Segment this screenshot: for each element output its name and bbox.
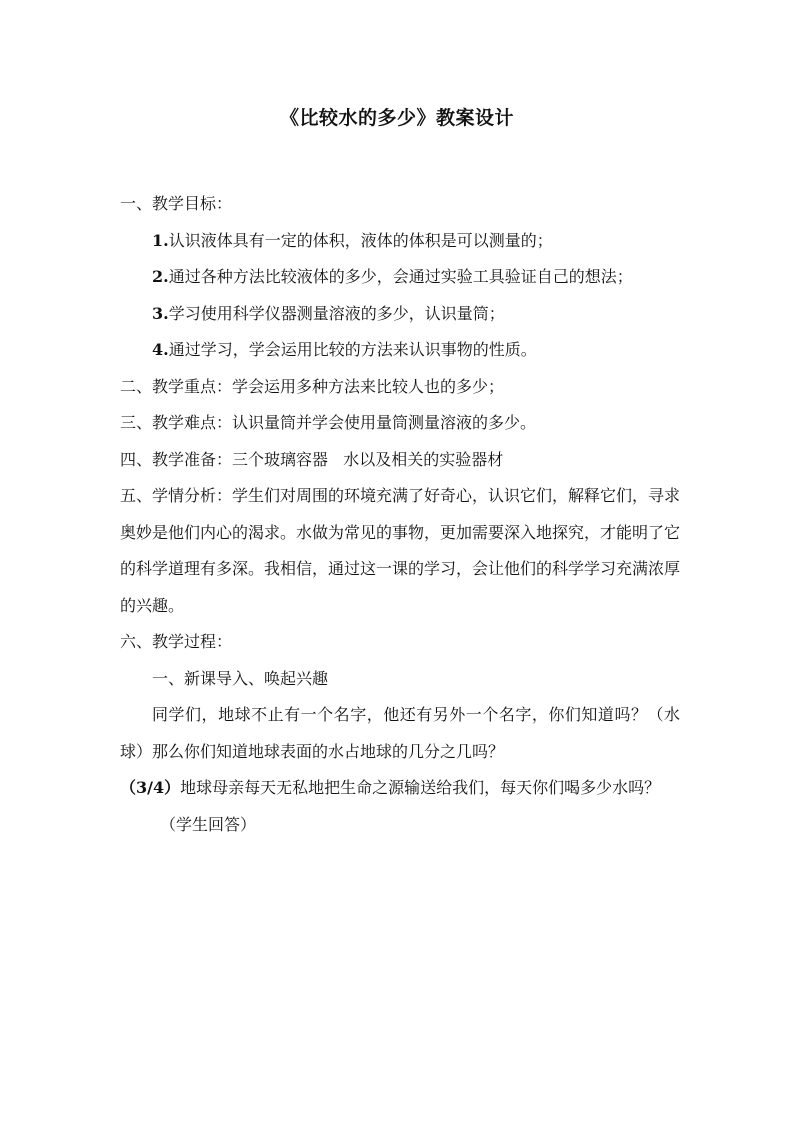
section-heading-objectives: 一、教学目标： [120, 194, 233, 213]
section-key-points: 二、教学重点：学会运用多种方法来比较人也的多少； [120, 376, 505, 396]
item-text: 通过学习，学会运用比较的方法来认识事物的性质。 [168, 340, 537, 359]
item-number: 4. [152, 340, 169, 359]
paragraph-text: 地球母亲每天无私地把生命之源输送给我们，每天你们喝多少水吗？ [180, 778, 661, 797]
section-difficulties: 三、教学难点：认识量筒并学会使用量筒测量溶液的多少。 [120, 413, 537, 432]
item-number: 1. [152, 230, 169, 250]
document-title: 《比较水的多少》教案设计 [279, 107, 514, 129]
section-heading-process: 六、教学过程： [120, 632, 233, 651]
item-text: 认识液体具有一定的体积，液体的体积是可以测量的； [168, 230, 553, 250]
student-answer-note: （学生回答） [160, 814, 257, 834]
process-step-heading: 一、新课导入、唤起兴趣 [152, 668, 329, 688]
fraction-answer: （3/4） [120, 778, 181, 797]
document-body [120, 186, 680, 843]
section-student-analysis: 五、学情分析：学生们对周围的环境充满了好奇心，认识它们，解释它们，寻求奥妙是他们内心的渴求。水做为常见的事物，更加需要深入地探究，才能明了它的科学道理有多深。我相信，通过这一课的学习，会让他们的科学学习充满浓厚的兴趣。 [120, 486, 681, 615]
item-number: 2. [152, 267, 169, 286]
objective-item-2 [120, 259, 680, 296]
process-paragraph-continued [120, 770, 680, 807]
objective-item-4 [120, 332, 680, 369]
objective-item-3 [120, 296, 680, 333]
item-text: 学习使用科学仪器测量溶液的多少，认识量筒； [168, 303, 505, 323]
section-preparation: 四、教学准备：三个玻璃容器 水以及相关的实验器材 [120, 449, 504, 469]
objective-item-1 [120, 223, 680, 260]
item-text: 通过各种方法比较液体的多少，会通过实验工具验证自己的想法； [168, 267, 633, 286]
process-paragraph: 同学们，地球不止有一个名字，他还有另外一个名字，你们知道吗？（水球）那么你们知道地球表面的水占地球的几分之几吗？ [120, 705, 680, 761]
item-number: 3. [152, 303, 169, 323]
